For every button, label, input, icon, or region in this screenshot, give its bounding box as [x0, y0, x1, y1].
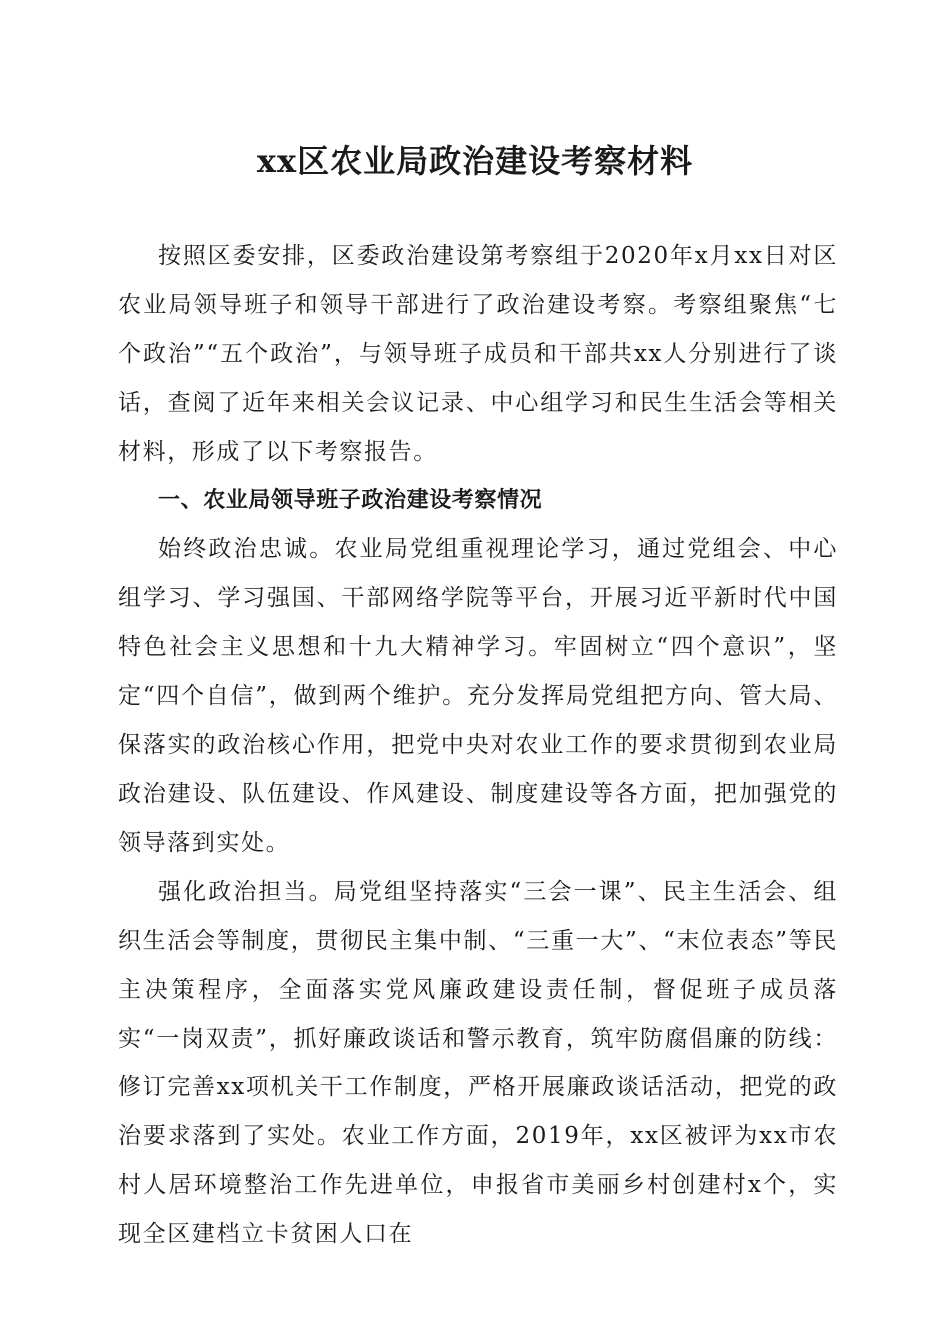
section-paragraph-loyalty: 始终政治忠诚。农业局党组重视理论学习，通过党组会、中心组学习、学习强国、干部网络学院等平台，开展习近平新时代中国特色社会主义思想和十九大精神学习。牢固树立“四个意识”，坚定“四个自信”，做到两个维护。充分发挥局党组把方向、管大局、保落实的政治核心作用，把党中央对农业工作的要求贯彻到农业局政治建设、队伍建设、作风建设、制度建设等各方面，把加强党的领导落到实处。	[118, 536, 838, 856]
document-body	[118, 232, 838, 1259]
intro-paragraph: 按照区委安排，区委政治建设第考察组于2020年x月xx日对区农业局领导班子和领导干部进行了政治建设考察。考察组聚焦“七个政治”“五个政治”，与领导班子成员和干部共xx人分别进行了谈话，查阅了近年来相关会议记录、中心组学习和民生生活会等相关材料，形成了以下考察报告。	[118, 243, 838, 465]
section-paragraph-responsibility: 强化政治担当。局党组坚持落实“三会一课”、民主生活会、组织生活会等制度，贯彻民主集中制、“三重一大”、“末位表态”等民主决策程序，全面落实党风廉政建设责任制，督促班子成员落实“一岗双责”，抓好廉政谈话和警示教育，筑牢防腐倡廉的防线：修订完善xx项机关干工作制度，严格开展廉政谈话活动，把党的政治要求落到了实处。农业工作方面，2019年，xx区被评为xx市农村人居环境整治工作先进单位，申报省市美丽乡村创建村x个，实现全区建档立卡贫困人口在	[118, 878, 838, 1248]
section-heading: 一、农业局领导班子政治建设考察情况	[158, 487, 543, 513]
document-title: xx区农业局政治建设考察材料	[256, 142, 694, 180]
